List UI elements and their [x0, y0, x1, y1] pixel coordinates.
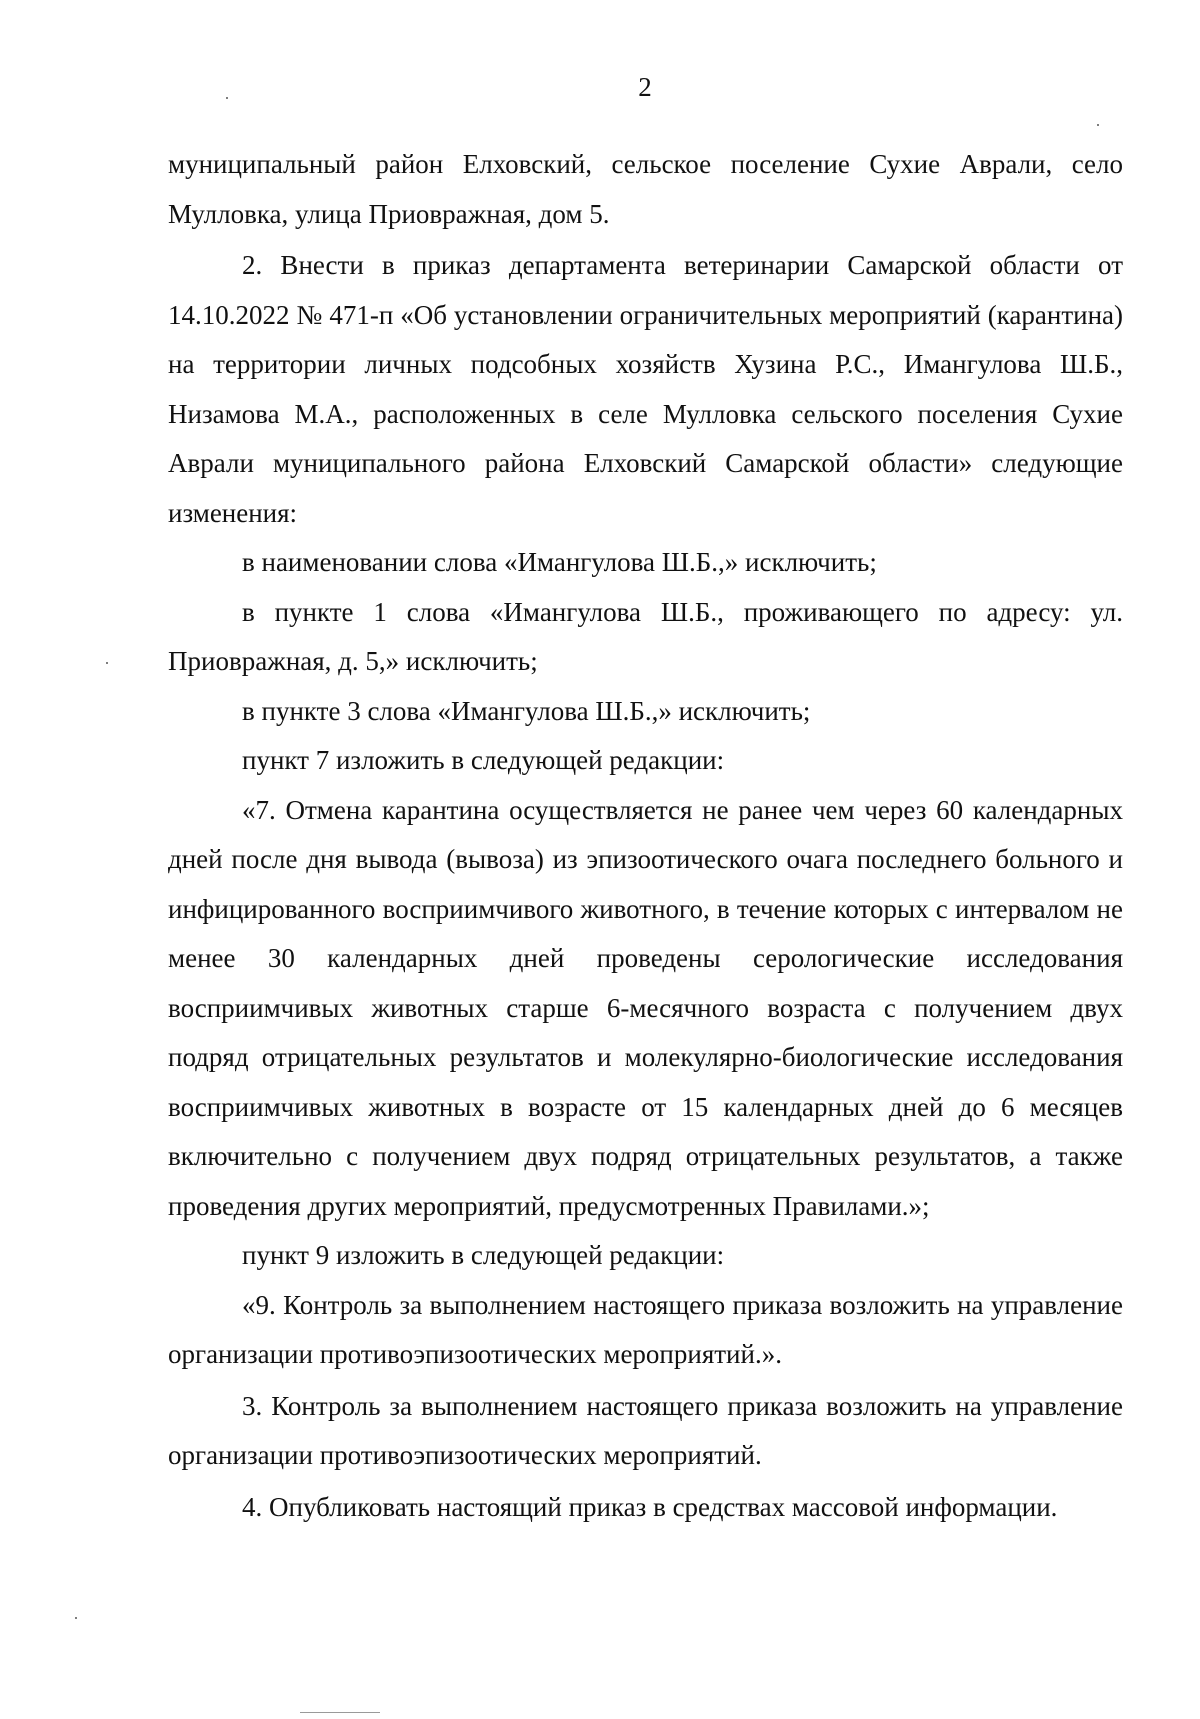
- paragraph-point-9-intro: пункт 9 изложить в следующей редакции:: [242, 1240, 725, 1270]
- paragraph-point-7-intro: пункт 7 изложить в следующей редакции:: [242, 745, 725, 775]
- document-body: [168, 140, 1123, 1532]
- page-number: 2: [638, 72, 652, 102]
- paragraph-address-continuation: муниципальный район Елховский, сельское поселение Сухие Аврали, село Мулловка, улица Приовражная, дом 5.: [168, 149, 1123, 229]
- paragraph-point-3-change: в пункте 3 слова «Имангулова Ш.Б.,» исключить;: [242, 695, 811, 726]
- paragraph-item-3: 3. Контроль за выполнением настоящего приказа возложить на управление организации противоэпизоотических мероприятий.: [168, 1390, 1123, 1470]
- scan-speck: [75, 1617, 77, 1619]
- paragraph-point-7-text: «7. Отмена карантина осуществляется не ранее чем через 60 календарных дней после дня вывода (вывоза) из эпизоотического очага последнего больного и инфицированного восприимчивого животного, в течение которых с интервалом не менее 30 календарных дней проведены серологические исследования восприимчивых животных старше 6-месячного возраста с получением двух подряд отрицательных результатов и молекулярно-биологические исследования восприимчивых животных в возрасте от 15 календарных дней до 6 месяцев включительно с получением двух подряд отрицательных результатов, а также проведения других мероприятий, предусмотренных Правилами.»;: [168, 794, 1123, 1221]
- paragraph-item-2: 2. Внести в приказ департамента ветеринарии Самарской области от 14.10.2022 № 471-п «Об установлении ограничительных мероприятий (карантина) на территории личных подсобных хозяйств Хузина Р.С., Имангулова Ш.Б., Низамова М.А., расположенных в селе Мулловка сельского поселения Сухие Аврали муниципального района Елховский Самарской области» следующие изменения:: [168, 250, 1123, 528]
- paragraph-item-4: 4. Опубликовать настоящий приказ в средствах массовой информации.: [242, 1491, 1058, 1522]
- paragraph-point-9-text: «9. Контроль за выполнением настоящего приказа возложить на управление организации противоэпизоотических мероприятий.».: [168, 1289, 1123, 1369]
- paragraph-title-change: в наименовании слова «Имангулова Ш.Б.,» исключить;: [242, 547, 877, 577]
- scan-edge-line: [300, 1712, 380, 1713]
- scan-speck: [106, 662, 108, 664]
- paragraph-point-1-change: в пункте 1 слова «Имангулова Ш.Б., проживающего по адресу: ул. Приовражная, д. 5,» исключить;: [168, 596, 1123, 676]
- scan-speck: [1097, 124, 1099, 126]
- scan-speck: [226, 97, 228, 99]
